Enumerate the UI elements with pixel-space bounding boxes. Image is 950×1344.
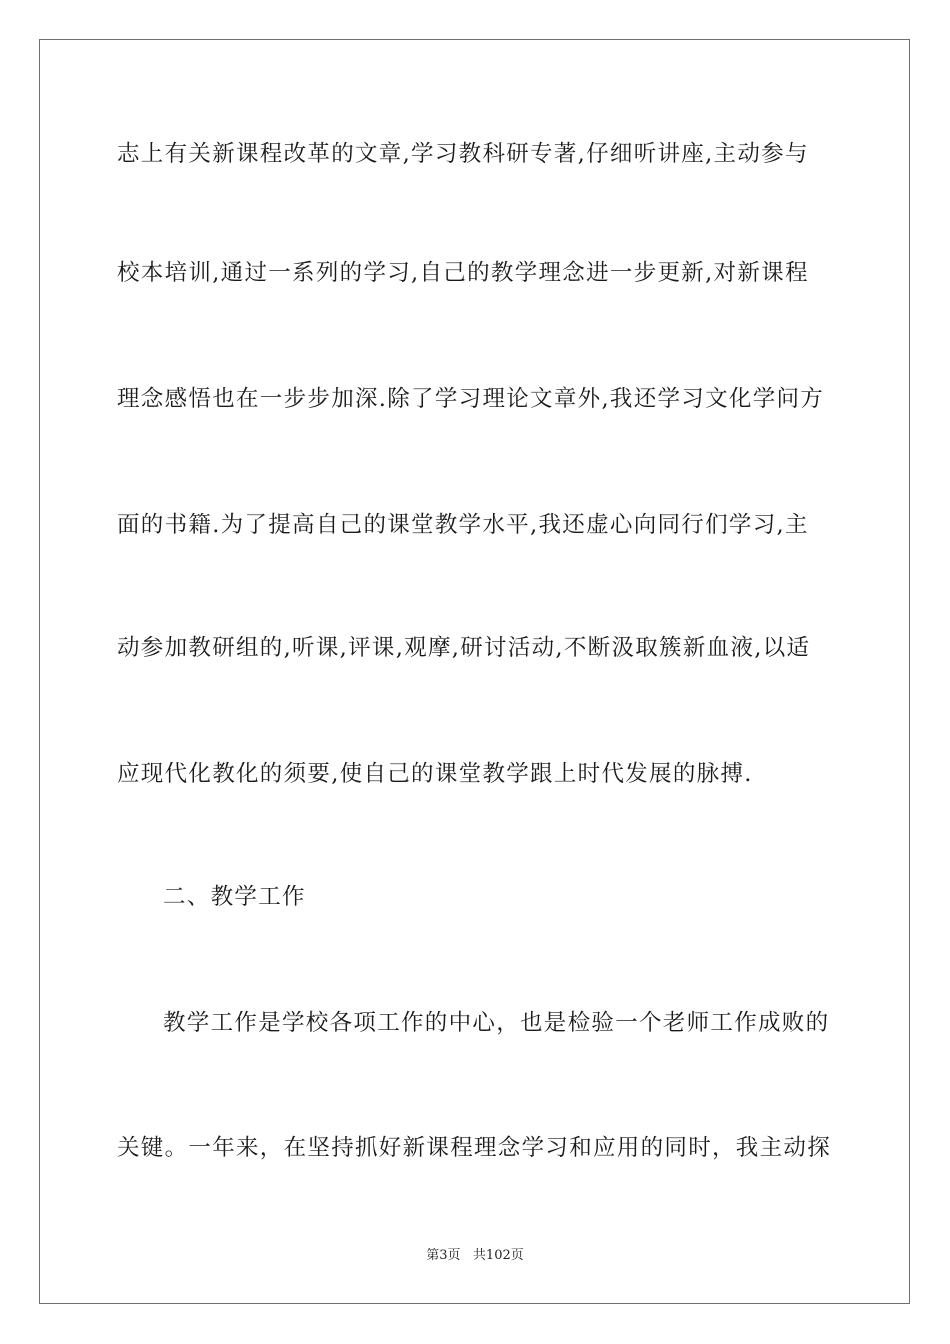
total-pages: 共102页 <box>472 1248 524 1263</box>
body-line-4: 面的书籍.为了提高自己的课堂教学水平,我还虚心向同行们学习,主 <box>117 512 809 538</box>
section-heading: 二、教学工作 <box>163 884 306 910</box>
page-border <box>39 39 910 1304</box>
body-line-2: 校本培训,通过一系列的学习,自己的教学理念进一步更新,对新课程 <box>117 260 809 286</box>
page-number: 第3页 <box>426 1248 461 1263</box>
body-line-1: 志上有关新课程改革的文章,学习教科研专著,仔细听讲座,主动参与 <box>117 141 809 167</box>
page-footer <box>0 1247 950 1265</box>
body-line-3: 理念感悟也在一步步加深.除了学习理论文章外,我还学习文化学问方 <box>117 386 825 412</box>
paragraph2-line-1: 教学工作是学校各项工作的中心，也是检验一个老师工作成败的 <box>163 1010 830 1036</box>
body-line-5: 动参加教研组的,听课,评课,观摩,研讨活动,不断汲取簇新血液,以适 <box>117 635 811 661</box>
body-line-6: 应现代化教化的须要,使自己的课堂教学跟上时代发展的脉搏. <box>117 761 753 787</box>
paragraph2-line-2: 关键。一年来，在坚持抓好新课程理念学习和应用的同时，我主动探 <box>117 1135 832 1161</box>
